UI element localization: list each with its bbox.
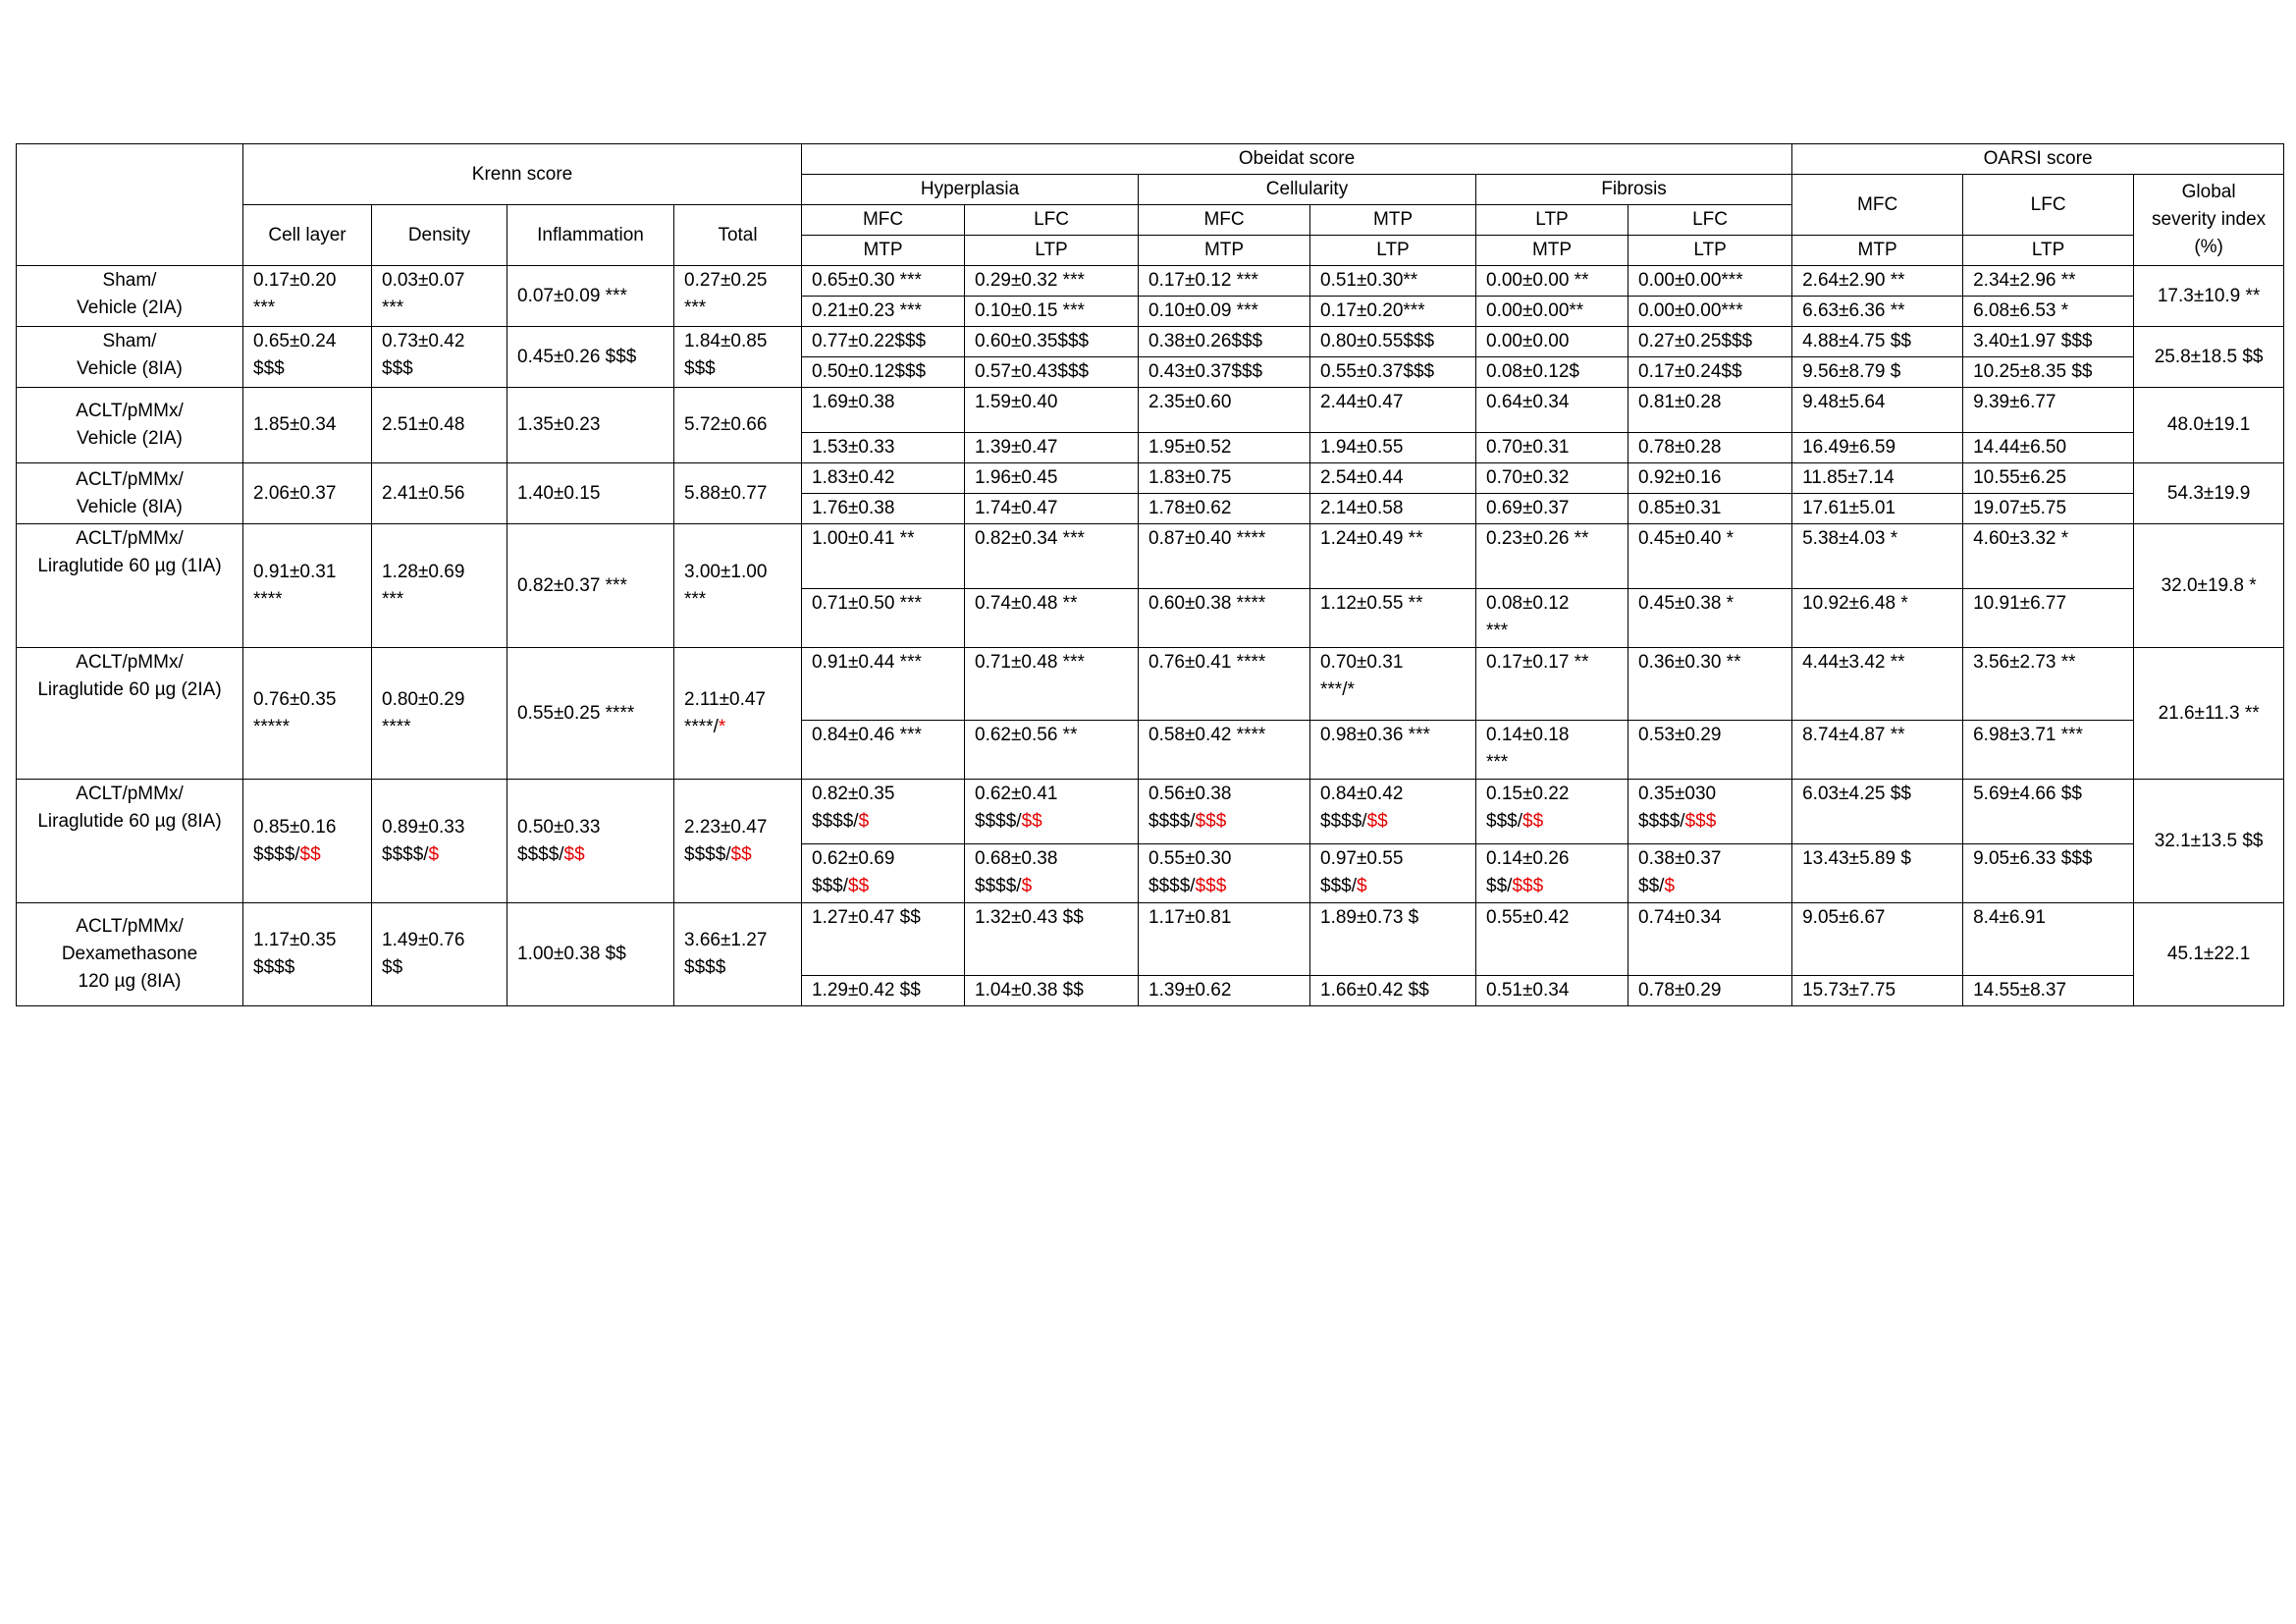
- oarsi-value: 9.05±6.67: [1792, 903, 1963, 976]
- obeidat-value: 2.44±0.47: [1310, 388, 1476, 433]
- krenn-inflammation: 0.50±0.33 $$$$/$$: [507, 780, 674, 903]
- group-label: Sham/ Vehicle (2IA): [17, 266, 243, 327]
- krenn-total: 2.11±0.47 ****/*: [674, 648, 802, 780]
- krenn-cell-layer: 2.06±0.37: [243, 463, 372, 524]
- krenn-density: 1.49±0.76 $$: [372, 903, 507, 1006]
- obeidat-value: 1.66±0.42 $$: [1310, 976, 1476, 1006]
- sub-header: LFC: [965, 205, 1139, 236]
- oarsi-value: 6.08±6.53 *: [1963, 297, 2134, 327]
- krenn-density: 0.73±0.42 $$$: [372, 327, 507, 388]
- group-label: ACLT/pMMx/ Liraglutide 60 µg (1IA): [17, 524, 243, 648]
- global-index: 48.0±19.1: [2134, 388, 2284, 463]
- krenn-inflammation: 0.82±0.37 ***: [507, 524, 674, 648]
- total-header: Total: [674, 205, 802, 266]
- obeidat-value: 0.15±0.22 $$$/$$: [1476, 780, 1629, 844]
- oarsi-value: 4.88±4.75 $$: [1792, 327, 1963, 357]
- group-label: ACLT/pMMx/ Vehicle (2IA): [17, 388, 243, 463]
- obeidat-value: 0.60±0.35$$$: [965, 327, 1139, 357]
- krenn-total: 5.88±0.77: [674, 463, 802, 524]
- obeidat-value: 0.17±0.17 **: [1476, 648, 1629, 721]
- obeidat-value: 0.50±0.12$$$: [802, 357, 965, 388]
- obeidat-value: 1.76±0.38: [802, 494, 965, 524]
- sub-header: MTP: [1310, 205, 1476, 236]
- oarsi-value: 15.73±7.75: [1792, 976, 1963, 1006]
- obeidat-value: 0.14±0.18 ***: [1476, 721, 1629, 780]
- obeidat-value: 0.00±0.00***: [1629, 266, 1792, 297]
- sub-header: MTP: [802, 236, 965, 266]
- oarsi-value: 10.91±6.77: [1963, 589, 2134, 648]
- oarsi-mfc-header: MFC: [1792, 175, 1963, 236]
- obeidat-value: 0.10±0.09 ***: [1139, 297, 1310, 327]
- obeidat-value: 1.89±0.73 $: [1310, 903, 1476, 976]
- obeidat-value: 0.64±0.34: [1476, 388, 1629, 433]
- obeidat-value: 0.70±0.31: [1476, 433, 1629, 463]
- global-index: 21.6±11.3 **: [2134, 648, 2284, 780]
- obeidat-value: 0.51±0.34: [1476, 976, 1629, 1006]
- oarsi-value: 16.49±6.59: [1792, 433, 1963, 463]
- obeidat-value: 1.83±0.75: [1139, 463, 1310, 494]
- obeidat-value: 0.35±030 $$$$/$$$: [1629, 780, 1792, 844]
- obeidat-value: 0.23±0.26 **: [1476, 524, 1629, 589]
- sub-header: MTP: [1139, 236, 1310, 266]
- krenn-cell-layer: 0.76±0.35 *****: [243, 648, 372, 780]
- obeidat-value: 0.62±0.41 $$$$/$$: [965, 780, 1139, 844]
- oarsi-lfc-header: LFC: [1963, 175, 2134, 236]
- obeidat-value: 0.60±0.38 ****: [1139, 589, 1310, 648]
- obeidat-value: 0.65±0.30 ***: [802, 266, 965, 297]
- oarsi-value: 4.60±3.32 *: [1963, 524, 2134, 589]
- obeidat-value: 0.78±0.29: [1629, 976, 1792, 1006]
- oarsi-value: 2.64±2.90 **: [1792, 266, 1963, 297]
- obeidat-value: 0.69±0.37: [1476, 494, 1629, 524]
- obeidat-value: 1.32±0.43 $$: [965, 903, 1139, 976]
- obeidat-value: 0.82±0.34 ***: [965, 524, 1139, 589]
- oarsi-value: 14.55±8.37: [1963, 976, 2134, 1006]
- krenn-density: 0.89±0.33 $$$$/$: [372, 780, 507, 903]
- oarsi-value: 5.69±4.66 $$: [1963, 780, 2134, 844]
- krenn-cell-layer: 0.17±0.20 ***: [243, 266, 372, 327]
- sub-header: LTP: [965, 236, 1139, 266]
- krenn-density: 0.03±0.07 ***: [372, 266, 507, 327]
- obeidat-value: 0.71±0.48 ***: [965, 648, 1139, 721]
- obeidat-value: 0.58±0.42 ****: [1139, 721, 1310, 780]
- krenn-cell-layer: 0.91±0.31 ****: [243, 524, 372, 648]
- obeidat-value: 1.12±0.55 **: [1310, 589, 1476, 648]
- oarsi-value: 9.39±6.77: [1963, 388, 2134, 433]
- krenn-header: Krenn score: [243, 144, 802, 205]
- oarsi-value: 9.05±6.33 $$$: [1963, 844, 2134, 903]
- obeidat-value: 0.17±0.24$$: [1629, 357, 1792, 388]
- obeidat-value: 0.80±0.55$$$: [1310, 327, 1476, 357]
- obeidat-value: 0.62±0.56 **: [965, 721, 1139, 780]
- cell-layer-header: Cell layer: [243, 205, 372, 266]
- oarsi-value: 11.85±7.14: [1792, 463, 1963, 494]
- oarsi-value: 6.98±3.71 ***: [1963, 721, 2134, 780]
- obeidat-value: 1.96±0.45: [965, 463, 1139, 494]
- obeidat-value: 1.53±0.33: [802, 433, 965, 463]
- oarsi-value: 8.74±4.87 **: [1792, 721, 1963, 780]
- obeidat-value: 0.38±0.26$$$: [1139, 327, 1310, 357]
- obeidat-value: 1.95±0.52: [1139, 433, 1310, 463]
- obeidat-value: 0.00±0.00***: [1629, 297, 1792, 327]
- obeidat-value: 2.35±0.60: [1139, 388, 1310, 433]
- obeidat-value: 0.14±0.26 $$/$$$: [1476, 844, 1629, 903]
- krenn-cell-layer: 0.85±0.16 $$$$/$$: [243, 780, 372, 903]
- krenn-cell-layer: 1.85±0.34: [243, 388, 372, 463]
- obeidat-value: 1.39±0.62: [1139, 976, 1310, 1006]
- obeidat-value: 1.27±0.47 $$: [802, 903, 965, 976]
- global-index: 45.1±22.1: [2134, 903, 2284, 1006]
- oarsi-value: 3.56±2.73 **: [1963, 648, 2134, 721]
- global-index: 25.8±18.5 $$: [2134, 327, 2284, 388]
- obeidat-value: 0.98±0.36 ***: [1310, 721, 1476, 780]
- cellularity-header: Cellularity: [1139, 175, 1476, 205]
- krenn-cell-layer: 0.65±0.24 $$$: [243, 327, 372, 388]
- obeidat-value: 0.43±0.37$$$: [1139, 357, 1310, 388]
- krenn-density: 1.28±0.69 ***: [372, 524, 507, 648]
- global-index-header: Global severity index (%): [2134, 175, 2284, 266]
- obeidat-value: 0.36±0.30 **: [1629, 648, 1792, 721]
- obeidat-value: 0.71±0.50 ***: [802, 589, 965, 648]
- krenn-inflammation: 0.55±0.25 ****: [507, 648, 674, 780]
- obeidat-value: 1.17±0.81: [1139, 903, 1310, 976]
- group-label: ACLT/pMMx/ Liraglutide 60 µg (2IA): [17, 648, 243, 780]
- obeidat-value: 0.78±0.28: [1629, 433, 1792, 463]
- krenn-density: 2.51±0.48: [372, 388, 507, 463]
- sub-header: MFC: [1139, 205, 1310, 236]
- obeidat-value: 1.94±0.55: [1310, 433, 1476, 463]
- global-index: 54.3±19.9: [2134, 463, 2284, 524]
- obeidat-value: 0.97±0.55 $$$/$: [1310, 844, 1476, 903]
- group-label: ACLT/pMMx/ Dexamethasone 120 µg (8IA): [17, 903, 243, 1006]
- sub-header: LTP: [1310, 236, 1476, 266]
- obeidat-value: 0.91±0.44 ***: [802, 648, 965, 721]
- global-index: 32.1±13.5 $$: [2134, 780, 2284, 903]
- density-header: Density: [372, 205, 507, 266]
- krenn-inflammation: 0.07±0.09 ***: [507, 266, 674, 327]
- obeidat-value: 0.00±0.00 **: [1476, 266, 1629, 297]
- obeidat-value: 0.21±0.23 ***: [802, 297, 965, 327]
- krenn-density: 0.80±0.29 ****: [372, 648, 507, 780]
- krenn-total: 5.72±0.66: [674, 388, 802, 463]
- krenn-inflammation: 1.40±0.15: [507, 463, 674, 524]
- obeidat-value: 0.82±0.35 $$$$/$: [802, 780, 965, 844]
- corner-cell: [17, 144, 243, 266]
- krenn-total: 3.66±1.27 $$$$: [674, 903, 802, 1006]
- obeidat-value: 0.84±0.42 $$$$/$$: [1310, 780, 1476, 844]
- obeidat-value: 2.14±0.58: [1310, 494, 1476, 524]
- sub-header: LFC: [1629, 205, 1792, 236]
- obeidat-value: 0.84±0.46 ***: [802, 721, 965, 780]
- obeidat-value: 0.57±0.43$$$: [965, 357, 1139, 388]
- krenn-density: 2.41±0.56: [372, 463, 507, 524]
- obeidat-value: 0.85±0.31: [1629, 494, 1792, 524]
- obeidat-value: 0.17±0.20***: [1310, 297, 1476, 327]
- obeidat-value: 0.62±0.69 $$$/$$: [802, 844, 965, 903]
- obeidat-value: 0.74±0.48 **: [965, 589, 1139, 648]
- obeidat-value: 0.38±0.37 $$/$: [1629, 844, 1792, 903]
- obeidat-value: 0.00±0.00: [1476, 327, 1629, 357]
- obeidat-value: 0.10±0.15 ***: [965, 297, 1139, 327]
- obeidat-value: 0.81±0.28: [1629, 388, 1792, 433]
- fibrosis-header: Fibrosis: [1476, 175, 1792, 205]
- krenn-total: 1.84±0.85 $$$: [674, 327, 802, 388]
- oarsi-value: 6.63±6.36 **: [1792, 297, 1963, 327]
- oarsi-value: 9.48±5.64: [1792, 388, 1963, 433]
- krenn-cell-layer: 1.17±0.35 $$$$: [243, 903, 372, 1006]
- krenn-inflammation: 1.35±0.23: [507, 388, 674, 463]
- obeidat-value: 0.29±0.32 ***: [965, 266, 1139, 297]
- obeidat-value: 1.24±0.49 **: [1310, 524, 1476, 589]
- global-index: 17.3±10.9 **: [2134, 266, 2284, 327]
- oarsi-value: 4.44±3.42 **: [1792, 648, 1963, 721]
- oarsi-value: 14.44±6.50: [1963, 433, 2134, 463]
- obeidat-value: 0.53±0.29: [1629, 721, 1792, 780]
- sub-header: LTP: [1476, 205, 1629, 236]
- obeidat-value: 0.55±0.30 $$$$/$$$: [1139, 844, 1310, 903]
- obeidat-value: 1.69±0.38: [802, 388, 965, 433]
- obeidat-header: Obeidat score: [802, 144, 1792, 175]
- obeidat-value: 0.92±0.16: [1629, 463, 1792, 494]
- oarsi-value: 10.55±6.25: [1963, 463, 2134, 494]
- group-label: ACLT/pMMx/ Vehicle (8IA): [17, 463, 243, 524]
- oarsi-value: 8.4±6.91: [1963, 903, 2134, 976]
- obeidat-value: 0.70±0.32: [1476, 463, 1629, 494]
- oarsi-value: 6.03±4.25 $$: [1792, 780, 1963, 844]
- krenn-inflammation: 0.45±0.26 $$$: [507, 327, 674, 388]
- obeidat-value: 0.55±0.42: [1476, 903, 1629, 976]
- obeidat-value: 0.27±0.25$$$: [1629, 327, 1792, 357]
- sub-header: MFC: [802, 205, 965, 236]
- sub-header: MTP: [1476, 236, 1629, 266]
- krenn-inflammation: 1.00±0.38 $$: [507, 903, 674, 1006]
- krenn-total: 0.27±0.25 ***: [674, 266, 802, 327]
- krenn-total: 3.00±1.00 ***: [674, 524, 802, 648]
- oarsi-value: 13.43±5.89 $: [1792, 844, 1963, 903]
- obeidat-value: 0.08±0.12$: [1476, 357, 1629, 388]
- obeidat-value: 0.08±0.12 ***: [1476, 589, 1629, 648]
- sub-header: MTP: [1792, 236, 1963, 266]
- obeidat-value: 0.87±0.40 ****: [1139, 524, 1310, 589]
- obeidat-value: 0.68±0.38 $$$$/$: [965, 844, 1139, 903]
- oarsi-value: 17.61±5.01: [1792, 494, 1963, 524]
- hyperplasia-header: Hyperplasia: [802, 175, 1139, 205]
- obeidat-value: 1.39±0.47: [965, 433, 1139, 463]
- oarsi-value: 9.56±8.79 $: [1792, 357, 1963, 388]
- obeidat-value: 0.74±0.34: [1629, 903, 1792, 976]
- oarsi-value: 5.38±4.03 *: [1792, 524, 1963, 589]
- sub-header: LTP: [1963, 236, 2134, 266]
- obeidat-value: 1.59±0.40: [965, 388, 1139, 433]
- oarsi-value: 10.92±6.48 *: [1792, 589, 1963, 648]
- obeidat-value: 0.45±0.38 *: [1629, 589, 1792, 648]
- inflammation-header: Inflammation: [507, 205, 674, 266]
- oarsi-value: 10.25±8.35 $$: [1963, 357, 2134, 388]
- obeidat-value: 0.70±0.31 ***/*: [1310, 648, 1476, 721]
- obeidat-value: 0.51±0.30**: [1310, 266, 1476, 297]
- group-label: Sham/ Vehicle (8IA): [17, 327, 243, 388]
- obeidat-value: 0.56±0.38 $$$$/$$$: [1139, 780, 1310, 844]
- obeidat-value: 1.04±0.38 $$: [965, 976, 1139, 1006]
- oarsi-value: 3.40±1.97 $$$: [1963, 327, 2134, 357]
- obeidat-value: 2.54±0.44: [1310, 463, 1476, 494]
- obeidat-value: 1.00±0.41 **: [802, 524, 965, 589]
- obeidat-value: 0.17±0.12 ***: [1139, 266, 1310, 297]
- obeidat-value: 0.76±0.41 ****: [1139, 648, 1310, 721]
- obeidat-value: 1.29±0.42 $$: [802, 976, 965, 1006]
- obeidat-value: 0.77±0.22$$$: [802, 327, 965, 357]
- oarsi-header: OARSI score: [1792, 144, 2284, 175]
- global-index: 32.0±19.8 *: [2134, 524, 2284, 648]
- obeidat-value: 1.83±0.42: [802, 463, 965, 494]
- obeidat-value: 0.55±0.37$$$: [1310, 357, 1476, 388]
- obeidat-value: 0.45±0.40 *: [1629, 524, 1792, 589]
- oarsi-value: 19.07±5.75: [1963, 494, 2134, 524]
- krenn-total: 2.23±0.47 $$$$/$$: [674, 780, 802, 903]
- group-label: ACLT/pMMx/ Liraglutide 60 µg (8IA): [17, 780, 243, 903]
- results-table: [16, 143, 2284, 1006]
- sub-header: LTP: [1629, 236, 1792, 266]
- obeidat-value: 1.78±0.62: [1139, 494, 1310, 524]
- obeidat-value: 1.74±0.47: [965, 494, 1139, 524]
- oarsi-value: 2.34±2.96 **: [1963, 266, 2134, 297]
- obeidat-value: 0.00±0.00**: [1476, 297, 1629, 327]
